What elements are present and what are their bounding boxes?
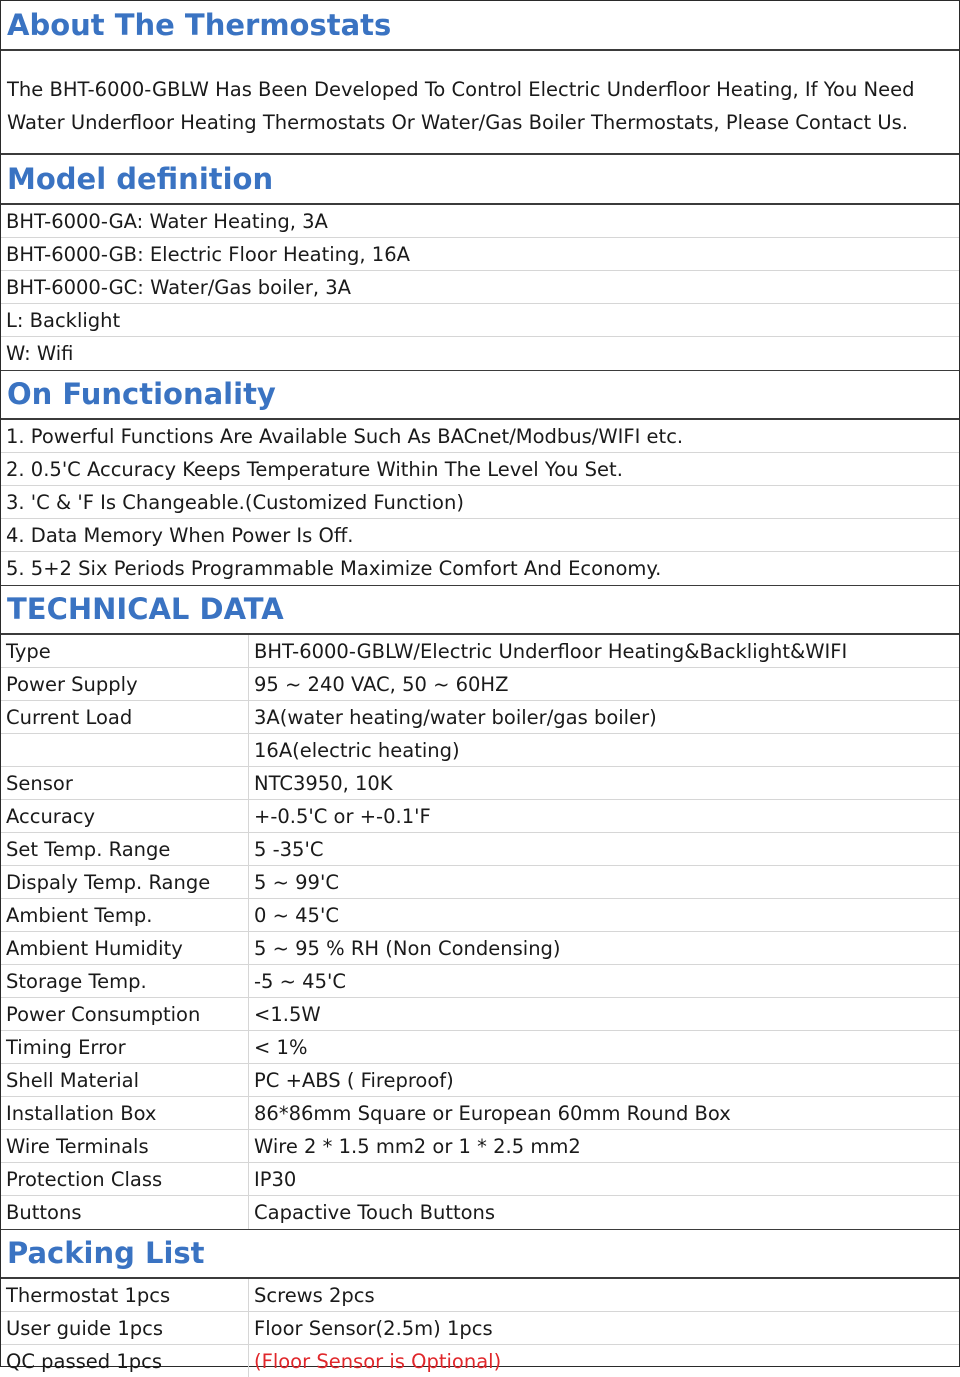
spec-label: Accuracy [1,800,249,832]
table-row [1,1196,959,1229]
packing-item: Floor Sensor(2.5m) 1pcs [254,1316,493,1340]
model-item: BHT-6000-GB: Electric Floor Heating, 16A [1,238,959,271]
spec-label: Installation Box [1,1097,249,1129]
table-row [1,1279,959,1312]
about-text [1,51,959,155]
spec-value: 95 ~ 240 VAC, 50 ~ 60HZ [254,672,509,696]
spec-value: 3A(water heating/water boiler/gas boiler) [254,705,657,729]
spec-label: Buttons [1,1196,249,1229]
function-item: 1. Powerful Functions Are Available Such As BACnet/Modbus/WIFI etc. [1,420,959,453]
table-row [1,932,959,965]
spec-label: Set Temp. Range [1,833,249,865]
spec-label: Type [1,635,249,667]
spec-label: Wire Terminals [1,1130,249,1162]
model-item: BHT-6000-GC: Water/Gas boiler, 3A [1,271,959,304]
table-row [1,998,959,1031]
model-item: BHT-6000-GA: Water Heating, 3A [1,205,959,238]
table-row [1,1130,959,1163]
spec-value: PC +ABS ( Fireproof) [254,1068,454,1092]
table-row [1,1312,959,1345]
table-row [1,1097,959,1130]
spec-label: Storage Temp. [1,965,249,997]
spec-label: Shell Material [1,1064,249,1096]
table-row [1,1163,959,1196]
spec-label: Current Load [1,701,249,733]
table-row [1,965,959,998]
spec-label: Protection Class [1,1163,249,1195]
table-row [1,1345,959,1377]
function-item: 2. 0.5'C Accuracy Keeps Temperature Within The Level You Set. [1,453,959,486]
model-title: Model definition [1,155,959,205]
table-row [1,734,959,767]
table-row [1,866,959,899]
spec-value: 16A(electric heating) [254,738,460,762]
function-item: 3. 'C & 'F Is Changeable.(Customized Function) [1,486,959,519]
technical-table [1,635,959,1229]
spec-value: -5 ~ 45'C [254,969,346,993]
spec-label: Dispaly Temp. Range [1,866,249,898]
spec-value: 5 ~ 99'C [254,870,339,894]
about-title: About The Thermostats [1,1,959,51]
spec-value: Wire 2 * 1.5 mm2 or 1 * 2.5 mm2 [254,1134,581,1158]
packing-item: QC passed 1pcs [1,1345,249,1377]
spec-value: IP30 [254,1167,297,1191]
spec-label: Timing Error [1,1031,249,1063]
spec-value: 0 ~ 45'C [254,903,339,927]
table-row [1,833,959,866]
packing-item: Thermostat 1pcs [1,1279,249,1311]
spec-value: NTC3950, 10K [254,771,393,795]
optional-note: (Floor Sensor is Optional) [254,1349,502,1373]
table-row [1,1031,959,1064]
table-row [1,701,959,734]
about-line-1: The BHT-6000-GBLW Has Been Developed To Control Electric Underfloor Heating, If You Need [7,78,915,101]
spec-value: BHT-6000-GBLW/Electric Underfloor Heating&Backlight&WIFI [254,639,848,663]
table-row [1,635,959,668]
packing-title: Packing List [1,1229,959,1279]
spec-label: Ambient Humidity [1,932,249,964]
spec-value: 5 ~ 95 % RH (Non Condensing) [254,936,561,960]
model-item: L: Backlight [1,304,959,337]
spec-value: Capactive Touch Buttons [254,1201,496,1224]
table-row [1,767,959,800]
spec-value: 86*86mm Square or European 60mm Round Box [254,1101,731,1125]
function-item: 4. Data Memory When Power Is Off. [1,519,959,552]
functionality-title: On Functionality [1,370,959,420]
packing-item: Screws 2pcs [254,1283,375,1307]
spec-label: Power Supply [1,668,249,700]
table-row [1,668,959,701]
packing-table [1,1279,959,1377]
packing-item: User guide 1pcs [1,1312,249,1344]
spec-value: +-0.5'C or +-0.1'F [254,804,431,828]
about-line-2: Water Underfloor Heating Thermostats Or Water/Gas Boiler Thermostats, Please Contact Us. [7,111,909,134]
spec-value: 5 -35'C [254,837,324,861]
technical-title: TECHNICAL DATA [1,585,959,635]
function-item: 5. 5+2 Six Periods Programmable Maximize Comfort And Economy. [6,557,662,580]
spec-label: Sensor [1,767,249,799]
spec-label: Ambient Temp. [1,899,249,931]
spec-value: <1.5W [254,1002,321,1026]
model-item: W: Wifi [6,342,74,365]
table-row [1,1064,959,1097]
spec-label [1,734,249,766]
spec-label: Power Consumption [1,998,249,1030]
table-row [1,899,959,932]
table-row [1,800,959,833]
spec-value: < 1% [254,1035,308,1059]
